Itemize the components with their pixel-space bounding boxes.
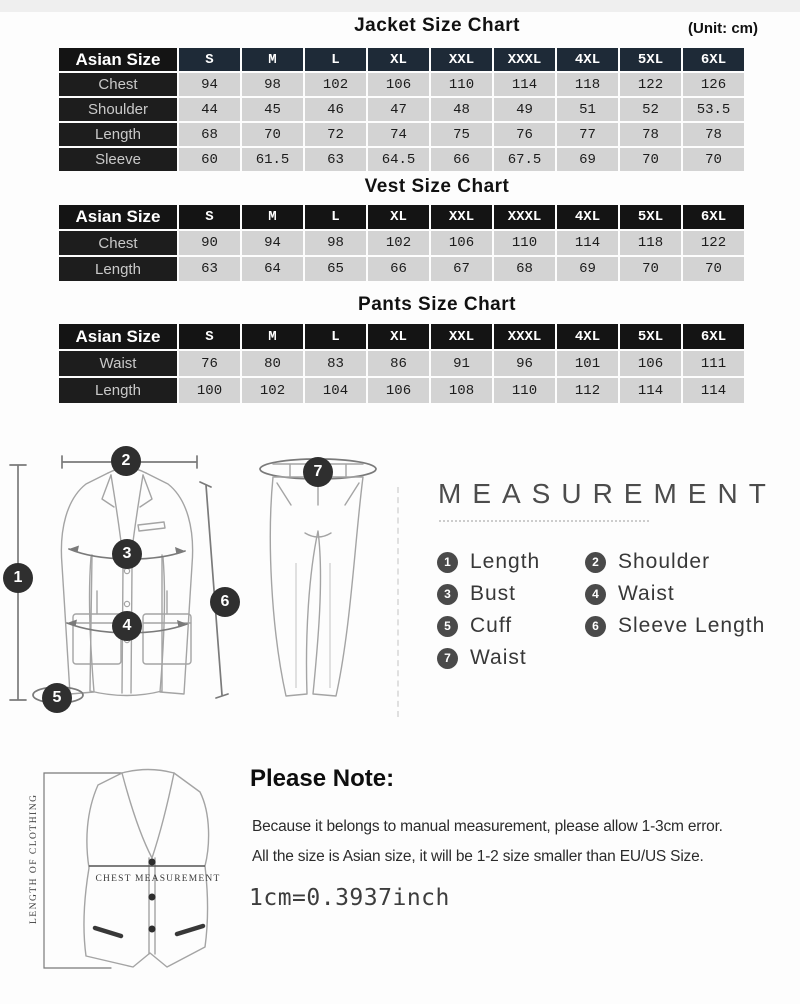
vest-chart-title: Vest Size Chart: [364, 176, 510, 197]
top-divider-strip: [0, 0, 800, 12]
size-value-cell: 80: [242, 351, 303, 376]
asian-size-corner-header: Asian Size: [59, 324, 177, 349]
legend-number-badge: 5: [437, 616, 458, 637]
legend-label: Sleeve Length: [618, 614, 766, 637]
measurement-row-label: Length: [59, 257, 177, 281]
size-value-cell: 53.5: [683, 98, 744, 121]
measurement-row-label: Length: [59, 378, 177, 403]
size-value-cell: 67: [431, 257, 492, 281]
size-chart-row: [59, 123, 744, 146]
size-column-header: 5XL: [620, 324, 681, 349]
size-value-cell: 100: [179, 378, 240, 403]
size-chart-row: [59, 148, 744, 171]
size-value-cell: 111: [683, 351, 744, 376]
svg-text:LENGTH OF CLOTHING: LENGTH OF CLOTHING: [29, 793, 39, 924]
size-value-cell: 77: [557, 123, 618, 146]
size-column-header: XL: [368, 48, 429, 71]
measure-point-5-badge: 5: [42, 683, 72, 713]
measure-point-4-badge: 4: [112, 611, 142, 641]
size-chart-row: [59, 257, 744, 281]
size-value-cell: 98: [305, 231, 366, 255]
size-value-cell: 94: [179, 73, 240, 96]
measurement-title: MEASUREMENT: [438, 478, 777, 509]
size-value-cell: 104: [305, 378, 366, 403]
size-column-header: L: [305, 324, 366, 349]
size-column-header: S: [179, 48, 240, 71]
legend-number-badge: 4: [585, 584, 606, 605]
size-value-cell: 64.5: [368, 148, 429, 171]
size-column-header: L: [305, 205, 366, 229]
measurement-row-label: Waist: [59, 351, 177, 376]
size-value-cell: 69: [557, 148, 618, 171]
size-chart-row: [59, 231, 744, 255]
size-chart-row: [59, 73, 744, 96]
legend-item: [585, 546, 787, 578]
size-value-cell: 48: [431, 98, 492, 121]
size-value-cell: 74: [368, 123, 429, 146]
legend-label: Waist: [470, 646, 527, 669]
measurement-row-label: Sleeve: [59, 148, 177, 171]
size-column-header: XXXL: [494, 324, 555, 349]
size-column-header: XL: [368, 324, 429, 349]
legend-number-badge: 7: [437, 648, 458, 669]
size-value-cell: 66: [368, 257, 429, 281]
size-value-cell: 98: [242, 73, 303, 96]
size-value-cell: 63: [179, 257, 240, 281]
size-value-cell: 83: [305, 351, 366, 376]
size-column-header: XXXL: [494, 205, 555, 229]
size-value-cell: 51: [557, 98, 618, 121]
size-column-header: M: [242, 48, 303, 71]
asian-size-corner-header: Asian Size: [59, 48, 177, 71]
jacket-chart-title: Jacket Size Chart: [354, 15, 520, 36]
size-column-header: 6XL: [683, 48, 744, 71]
legend-label: Shoulder: [618, 550, 711, 573]
size-chart-row: [59, 98, 744, 121]
measurement-row-label: Chest: [59, 73, 177, 96]
size-column-header: 5XL: [620, 205, 681, 229]
size-value-cell: 96: [494, 351, 555, 376]
legend-number-badge: 6: [585, 616, 606, 637]
size-column-header: S: [179, 324, 240, 349]
size-value-cell: 70: [683, 257, 744, 281]
size-value-cell: 118: [557, 73, 618, 96]
legend-label: Cuff: [470, 614, 513, 637]
size-value-cell: 68: [179, 123, 240, 146]
svg-text:CHEST MEASUREMENT: CHEST MEASUREMENT: [95, 874, 221, 884]
size-column-header: M: [242, 324, 303, 349]
size-column-header: XXL: [431, 324, 492, 349]
size-value-cell: 61.5: [242, 148, 303, 171]
size-column-header: 4XL: [557, 205, 618, 229]
size-value-cell: 65: [305, 257, 366, 281]
size-value-cell: 94: [242, 231, 303, 255]
size-value-cell: 70: [683, 148, 744, 171]
legend-item: [585, 610, 787, 642]
size-chart-row: [59, 351, 744, 376]
size-value-cell: 60: [179, 148, 240, 171]
size-value-cell: 122: [683, 231, 744, 255]
legend-item: [437, 546, 585, 578]
size-value-cell: 106: [620, 351, 681, 376]
size-column-header: XXL: [431, 48, 492, 71]
measure-point-3-badge: 3: [112, 539, 142, 569]
unit-label: (Unit: cm): [688, 20, 758, 37]
legend-number-badge: 1: [437, 552, 458, 573]
jacket-size-table: [57, 46, 746, 173]
size-value-cell: 102: [242, 378, 303, 403]
legend-label: Bust: [470, 582, 517, 605]
cm-inch-conversion: 1cm=0.3937inch: [249, 885, 450, 911]
legend-label: Waist: [618, 582, 675, 605]
size-header-row: [59, 48, 744, 71]
measurement-row-label: Shoulder: [59, 98, 177, 121]
size-column-header: XXXL: [494, 48, 555, 71]
size-value-cell: 106: [368, 378, 429, 403]
size-value-cell: 118: [620, 231, 681, 255]
size-value-cell: 110: [494, 231, 555, 255]
measure-point-7-badge: 7: [303, 457, 333, 487]
legend-number-badge: 3: [437, 584, 458, 605]
size-value-cell: 63: [305, 148, 366, 171]
size-value-cell: 114: [620, 378, 681, 403]
note-line: All the size is Asian size, it will be 1-2 size smaller than EU/US Size.: [252, 848, 704, 865]
measure-point-6-badge: 6: [210, 587, 240, 617]
size-value-cell: 122: [620, 73, 681, 96]
size-value-cell: 76: [179, 351, 240, 376]
size-column-header: 5XL: [620, 48, 681, 71]
pants-size-table: [57, 322, 746, 405]
size-value-cell: 90: [179, 231, 240, 255]
size-chart-row: [59, 378, 744, 403]
size-value-cell: 67.5: [494, 148, 555, 171]
size-value-cell: 47: [368, 98, 429, 121]
size-column-header: 4XL: [557, 324, 618, 349]
size-value-cell: 52: [620, 98, 681, 121]
size-column-header: L: [305, 48, 366, 71]
size-value-cell: 70: [620, 257, 681, 281]
size-value-cell: 114: [557, 231, 618, 255]
size-column-header: S: [179, 205, 240, 229]
pants-chart-title: Pants Size Chart: [358, 294, 516, 315]
measurement-legend: [437, 546, 787, 674]
size-header-row: [59, 324, 744, 349]
size-column-header: 6XL: [683, 205, 744, 229]
measurement-row-label: Length: [59, 123, 177, 146]
size-value-cell: 44: [179, 98, 240, 121]
asian-size-corner-header: Asian Size: [59, 205, 177, 229]
size-value-cell: 114: [683, 378, 744, 403]
legend-label: Length: [470, 550, 541, 573]
size-column-header: XXL: [431, 205, 492, 229]
size-value-cell: 68: [494, 257, 555, 281]
vest-size-table: [57, 203, 746, 283]
size-value-cell: 64: [242, 257, 303, 281]
size-value-cell: 72: [305, 123, 366, 146]
size-value-cell: 91: [431, 351, 492, 376]
size-value-cell: 69: [557, 257, 618, 281]
size-value-cell: 76: [494, 123, 555, 146]
size-column-header: 6XL: [683, 324, 744, 349]
legend-item: [437, 610, 585, 642]
size-value-cell: 102: [305, 73, 366, 96]
measurement-underline: [439, 520, 649, 522]
size-value-cell: 49: [494, 98, 555, 121]
size-value-cell: 66: [431, 148, 492, 171]
size-value-cell: 70: [242, 123, 303, 146]
size-value-cell: 78: [620, 123, 681, 146]
size-value-cell: 45: [242, 98, 303, 121]
size-value-cell: 110: [494, 378, 555, 403]
size-column-header: M: [242, 205, 303, 229]
size-value-cell: 102: [368, 231, 429, 255]
size-value-cell: 106: [368, 73, 429, 96]
size-value-cell: 86: [368, 351, 429, 376]
legend-item: [437, 578, 585, 610]
legend-item: [437, 642, 585, 674]
size-value-cell: 112: [557, 378, 618, 403]
size-value-cell: 78: [683, 123, 744, 146]
size-value-cell: 46: [305, 98, 366, 121]
size-value-cell: 108: [431, 378, 492, 403]
vest-diagram: [25, 762, 240, 977]
measurement-row-label: Chest: [59, 231, 177, 255]
size-header-row: [59, 205, 744, 229]
measure-point-2-badge: 2: [111, 446, 141, 476]
size-value-cell: 114: [494, 73, 555, 96]
size-column-header: XL: [368, 205, 429, 229]
dashed-divider: [397, 487, 399, 717]
size-column-header: 4XL: [557, 48, 618, 71]
size-value-cell: 75: [431, 123, 492, 146]
legend-number-badge: 2: [585, 552, 606, 573]
size-value-cell: 126: [683, 73, 744, 96]
measure-point-1-badge: 1: [3, 563, 33, 593]
legend-item: [585, 578, 787, 610]
note-line: Because it belongs to manual measurement, please allow 1-3cm error.: [252, 818, 723, 835]
size-value-cell: 110: [431, 73, 492, 96]
size-value-cell: 70: [620, 148, 681, 171]
please-note-title: Please Note:: [250, 765, 395, 792]
size-value-cell: 106: [431, 231, 492, 255]
size-value-cell: 101: [557, 351, 618, 376]
